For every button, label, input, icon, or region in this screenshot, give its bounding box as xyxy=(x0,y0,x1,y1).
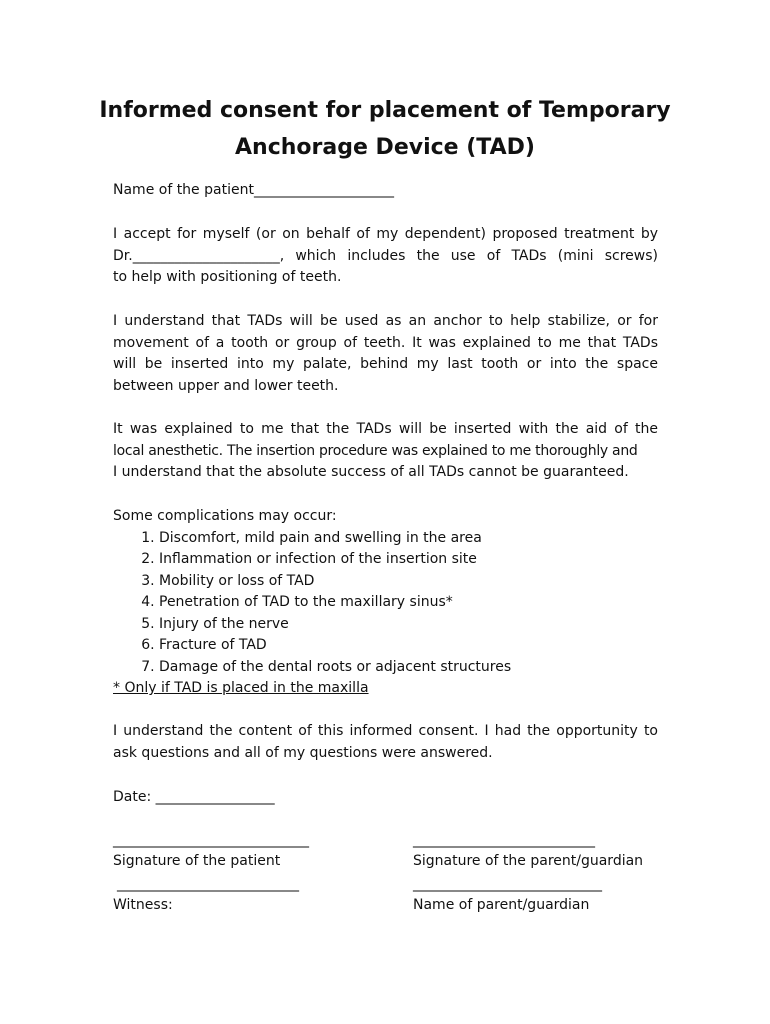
date-field: Date: _________________ xyxy=(113,789,275,805)
paragraph-line: I understand that the absolute success of all TADs cannot be guaranteed. xyxy=(113,464,629,480)
patient-signature-line: ____________________________ xyxy=(113,832,309,848)
paragraph-line: It was explained to me that the TADs will be inserted with the aid of the xyxy=(113,421,658,437)
parent-signature-line: __________________________ xyxy=(413,832,595,848)
paragraph-line: Dr._____________________, which includes the use of TADs (mini screws) xyxy=(113,247,658,264)
title-line-2: Anchorage Device (TAD) xyxy=(235,135,535,160)
parent-name-line: ___________________________ xyxy=(413,876,602,892)
paragraph-line: ask questions and all of my questions were answered. xyxy=(113,744,493,761)
list-item: 3. Mobility or loss of TAD xyxy=(159,571,658,593)
parent-name-label: Name of parent/guardian xyxy=(413,897,590,913)
paragraph-line: I understand the content of this informed consent. I had the opportunity to xyxy=(113,723,658,739)
list-item: 6. Fracture of TAD xyxy=(159,635,658,657)
paragraph-line: will be inserted into my palate, behind my last tooth or into the space xyxy=(113,356,658,372)
patient-signature-label: Signature of the patient xyxy=(113,853,281,869)
complications-section xyxy=(113,506,658,700)
maxilla-footnote: * Only if TAD is placed in the maxilla xyxy=(113,680,369,696)
title-line-1: Informed consent for placement of Temporary xyxy=(99,98,671,123)
list-item: 5. Injury of the nerve xyxy=(159,614,658,636)
complications-list xyxy=(113,528,658,679)
paragraph-line: local anesthetic. The insertion procedure was explained to me thoroughly and xyxy=(113,442,638,459)
list-item: 4. Penetration of TAD to the maxillary sinus* xyxy=(159,592,658,614)
paragraph-anesthetic xyxy=(113,419,658,484)
document-title xyxy=(60,92,710,166)
paragraph-tad-purpose xyxy=(113,311,658,397)
list-item: 1. Discomfort, mild pain and swelling in the area xyxy=(159,528,658,550)
witness-label: Witness: xyxy=(113,897,173,913)
witness-signature-line: __________________________ xyxy=(117,876,299,892)
paragraph-line: to help with positioning of teeth. xyxy=(113,269,342,285)
paragraph-treatment-acceptance xyxy=(113,224,658,289)
paragraph-line: between upper and lower teeth. xyxy=(113,377,339,394)
paragraph-understanding xyxy=(113,721,658,764)
list-item: 7. Damage of the dental roots or adjacent structures xyxy=(159,657,658,679)
paragraph-line: I understand that TADs will be used as an anchor to help stabilize, or for xyxy=(113,313,658,329)
paragraph-line: I accept for myself (or on behalf of my dependent) proposed treatment by xyxy=(113,226,658,242)
list-item: 2. Inflammation or infection of the insertion site xyxy=(159,549,658,571)
parent-signature-label: Signature of the parent/guardian xyxy=(413,853,644,869)
complications-heading: Some complications may occur: xyxy=(113,508,337,524)
paragraph-line: movement of a tooth or group of teeth. It was explained to me that TADs xyxy=(113,334,658,351)
patient-name-field: Name of the patient____________________ xyxy=(113,182,394,198)
